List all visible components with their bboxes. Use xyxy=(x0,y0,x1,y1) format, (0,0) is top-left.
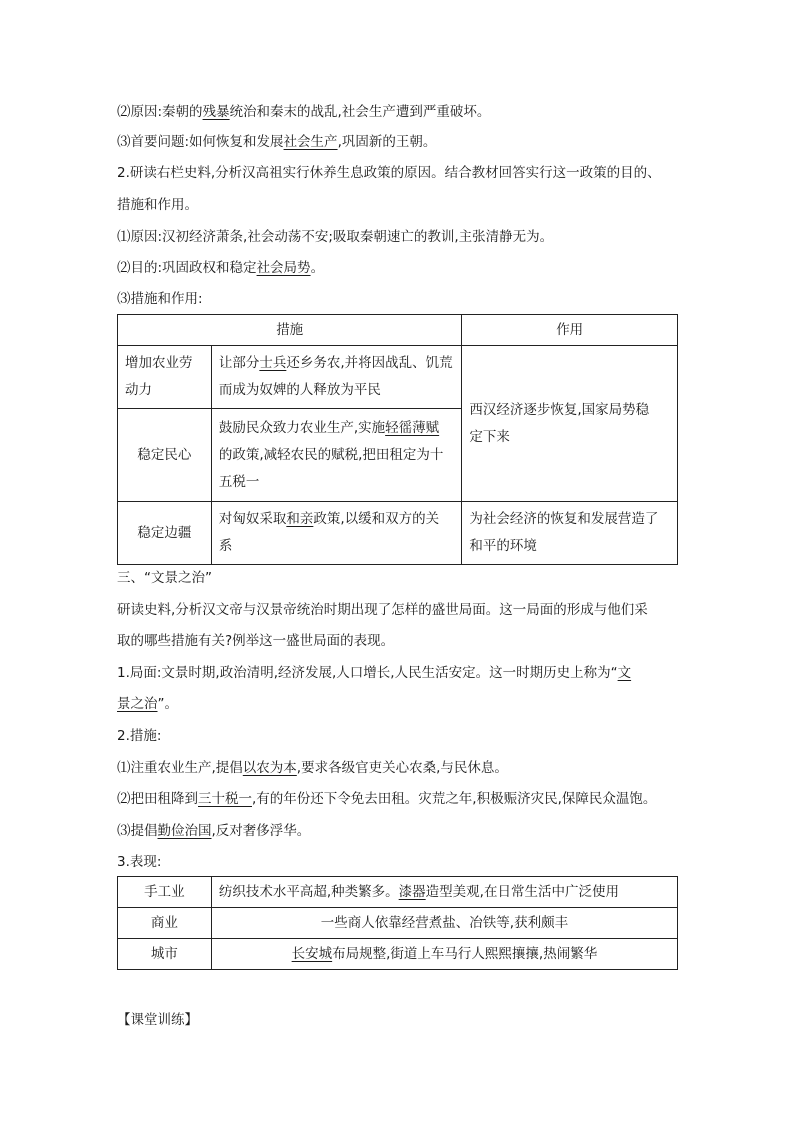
table-row xyxy=(118,346,678,409)
text-line: 研读史料,分析汉文帝与汉景帝统治时期出现了怎样的盛世局面。这一局面的形成与他们采 xyxy=(117,602,648,618)
text-line: ⑶措施和作用: xyxy=(117,291,203,307)
text-line: 景之治”。 xyxy=(117,696,178,712)
table-row xyxy=(118,877,678,908)
section-heading: 【课堂训练】 xyxy=(117,1012,198,1028)
row-label: 商业 xyxy=(118,908,212,939)
table-row xyxy=(118,502,678,565)
section-heading: 三、“文景之治” xyxy=(117,570,212,586)
row-label: 稳定民心 xyxy=(118,409,212,502)
row-effect: 为社会经济的恢复和发展营造了 和平的环境 xyxy=(462,502,678,565)
text-line: 2.研读右栏史料,分析汉高祖实行休养生息政策的原因。结合教材回答实行这一政策的目的、 xyxy=(117,165,661,181)
header-effect: 作用 xyxy=(462,315,678,346)
header-measures: 措施 xyxy=(118,315,462,346)
row-effect: 西汉经济逐步恢复,国家局势稳 定下来 xyxy=(462,346,678,502)
text-line: ⑵把田租降到三十税一,有的年份还下令免去田租。灾荒之年,积极赈济灾民,保障民众温饱。 xyxy=(117,791,657,807)
row-label: 稳定边疆 xyxy=(118,502,212,565)
text-line: ⑴注重农业生产,提倡以农为本,要求各级官吏关心农桑,与民休息。 xyxy=(117,760,508,776)
row-label: 城市 xyxy=(118,939,212,970)
table-row xyxy=(118,939,678,970)
table-row xyxy=(118,908,678,939)
row-content: 一些商人依靠经营煮盐、冶铁等,获利颇丰 xyxy=(211,908,677,939)
text-line: ⑵目的:巩固政权和稳定社会局势。 xyxy=(117,260,325,276)
text-line: 取的哪些措施有关?例举这一盛世局面的表现。 xyxy=(117,633,395,649)
measures-table xyxy=(117,314,678,565)
text-line: 2.措施: xyxy=(117,728,162,744)
text-line: 1.局面:文景时期,政治清明,经济发展,人口增长,人民生活安定。这一时期历史上称为“文 xyxy=(117,665,632,681)
row-label: 手工业 xyxy=(118,877,212,908)
performance-table xyxy=(117,876,678,970)
row-content: 对匈奴采取和亲政策,以缓和双方的关 系 xyxy=(211,502,462,565)
text-line: 3.表现: xyxy=(117,854,162,870)
text-line: ⑵原因:秦朝的残暴统治和秦末的战乱,社会生产遭到严重破坏。 xyxy=(117,104,491,120)
table-header-row xyxy=(118,315,678,346)
row-content: 长安城布局规整,街道上车马行人熙熙攘攘,热闹繁华 xyxy=(211,939,677,970)
row-content: 纺织技术水平高超,种类繁多。漆器造型美观,在日常生活中广泛使用 xyxy=(211,877,677,908)
text-line: ⑶提倡勤俭治国,反对奢侈浮华。 xyxy=(117,823,311,839)
row-content: 让部分士兵还乡务农,并将因战乱、饥荒 而成为奴婢的人释放为平民 xyxy=(211,346,462,409)
text-line: ⑴原因:汉初经济萧条,社会动荡不安;吸取秦朝速亡的教训,主张清静无为。 xyxy=(117,229,554,245)
text-line: ⑶首要问题:如何恢复和发展社会生产,巩固新的王朝。 xyxy=(117,134,437,150)
text-line: 措施和作用。 xyxy=(117,197,198,213)
row-label: 增加农业劳 动力 xyxy=(118,346,212,409)
row-content: 鼓励民众致力农业生产,实施轻徭薄赋 的政策,减轻农民的赋税,把田租定为十 五税一 xyxy=(211,409,462,502)
